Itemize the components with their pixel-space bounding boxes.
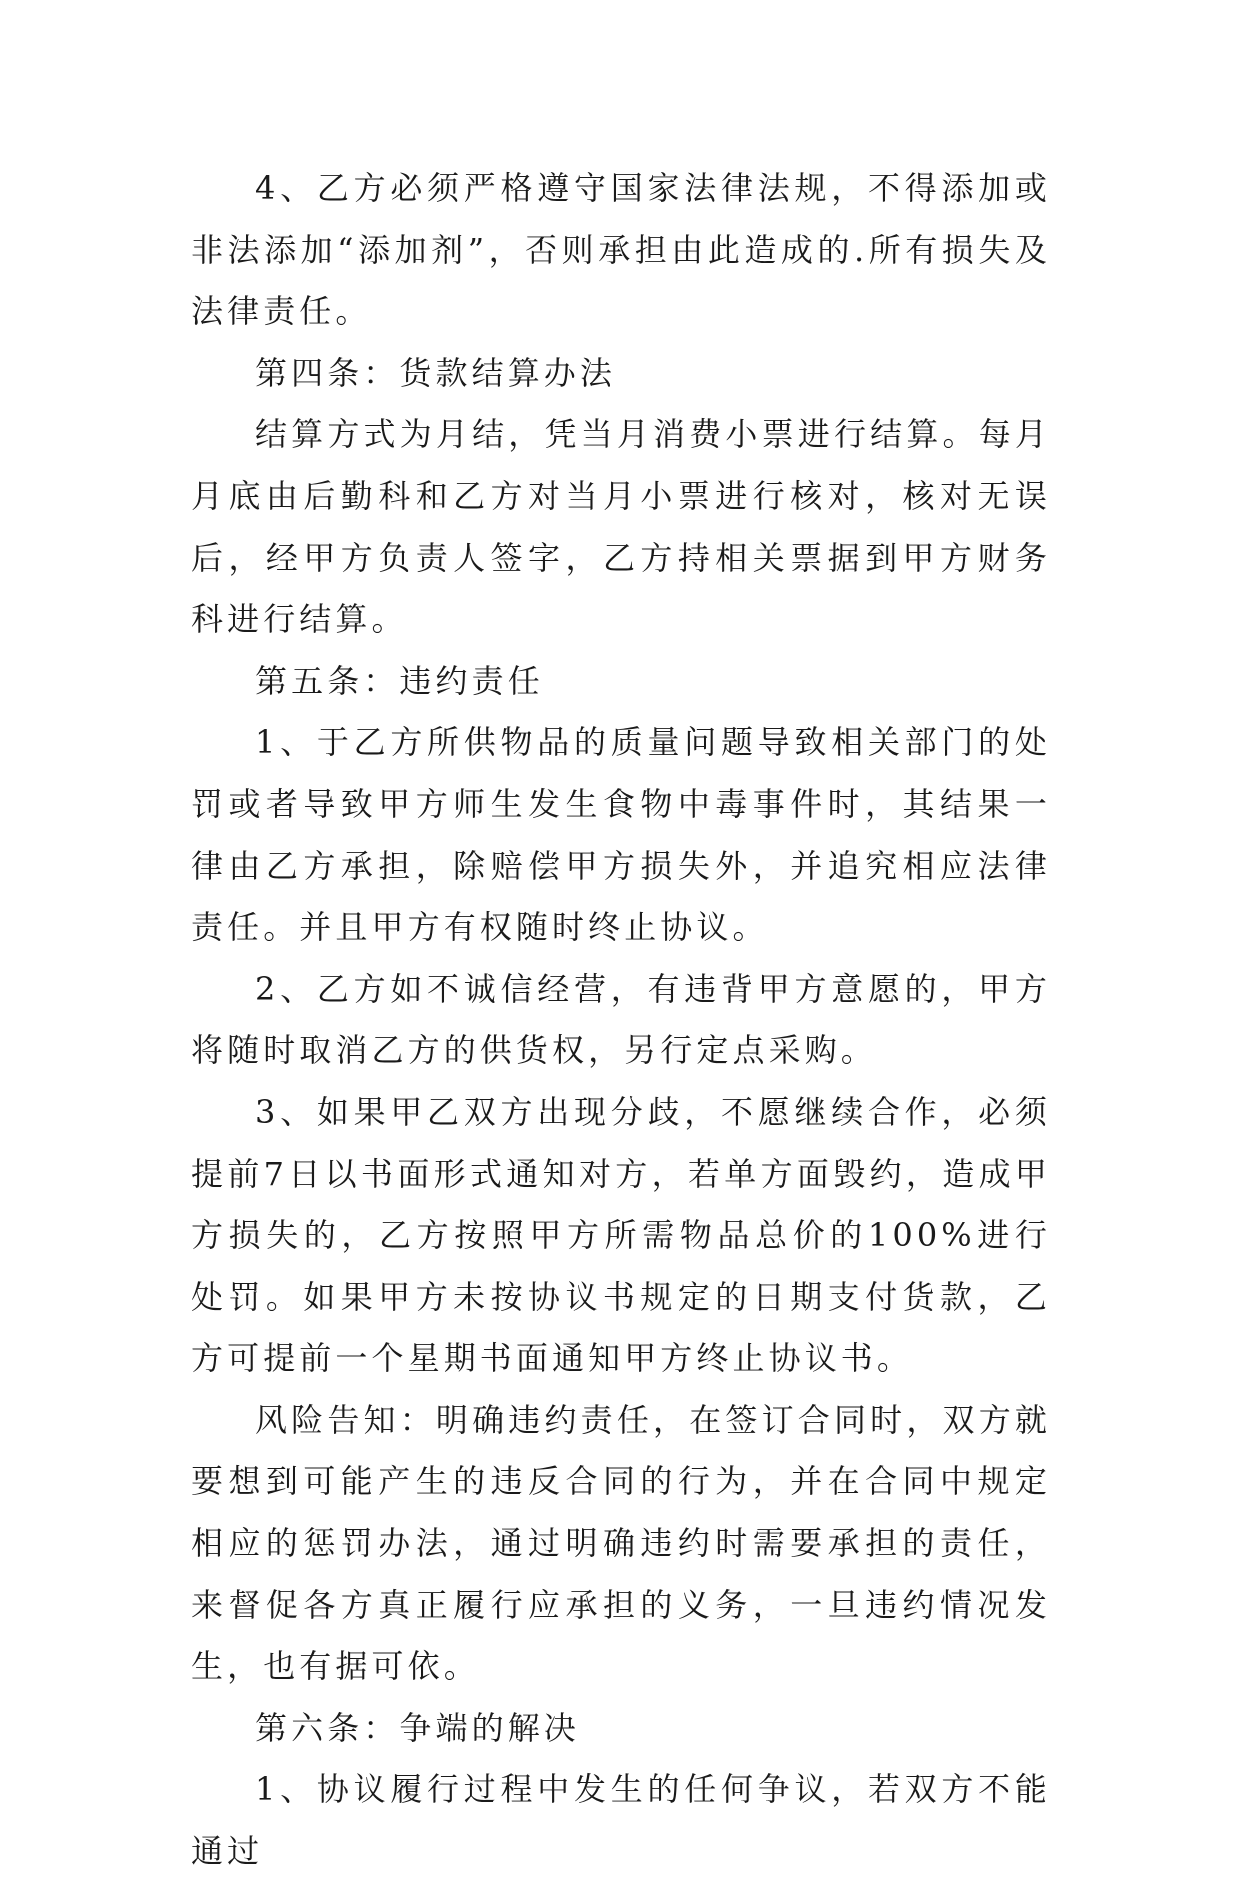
payment-settlement-paragraph: 结算方式为月结，凭当月消费小票进行结算。每月月底由后勤科和乙方对当月小票进行核对，核对无误后，经甲方负责人签字，乙方持相关票据到甲方财务科进行结算。	[191, 415, 1051, 639]
liability-clause-3: 3、如果甲乙双方出现分歧，不愿继续合作，必须提前7日以书面形式通知对方，若单方面毁约，造成甲方损失的，乙方按照甲方所需物品总价的100%进行处罚。如果甲方未按协议书规定的日期支付货款，乙方可提前一个星期书面通知甲方终止协议书。	[191, 1092, 1051, 1378]
risk-notice-paragraph: 风险告知：明确违约责任，在签订合同时，双方就要想到可能产生的违反合同的行为，并在合同中规定相应的惩罚办法，通过明确违约时需要承担的责任，来督促各方真正履行应承担的义务，一旦违约情况发生，也有据可依。	[191, 1400, 1051, 1686]
article-5-heading: 第五条：违约责任	[255, 661, 544, 700]
document-body	[191, 158, 1051, 1883]
dispute-clause-1: 1、协议履行过程中发生的任何争议，若双方不能通过	[191, 1770, 1051, 1871]
article-4-heading: 第四条：货款结算办法	[255, 353, 617, 392]
clause-paragraph-additives: 4、乙方必须严格遵守国家法律法规，不得添加或非法添加“添加剂”，否则承担由此造成的.所有损失及法律责任。	[191, 169, 1051, 331]
liability-clause-1: 1、于乙方所供物品的质量问题导致相关部门的处罚或者导致甲方师生发生食物中毒事件时，其结果一律由乙方承担，除赔偿甲方损失外，并追究相应法律责任。并且甲方有权随时终止协议。	[191, 723, 1051, 947]
article-6-heading: 第六条：争端的解决	[255, 1708, 580, 1747]
liability-clause-2: 2、乙方如不诚信经营，有违背甲方意愿的，甲方将随时取消乙方的供货权，另行定点采购。	[191, 969, 1051, 1070]
